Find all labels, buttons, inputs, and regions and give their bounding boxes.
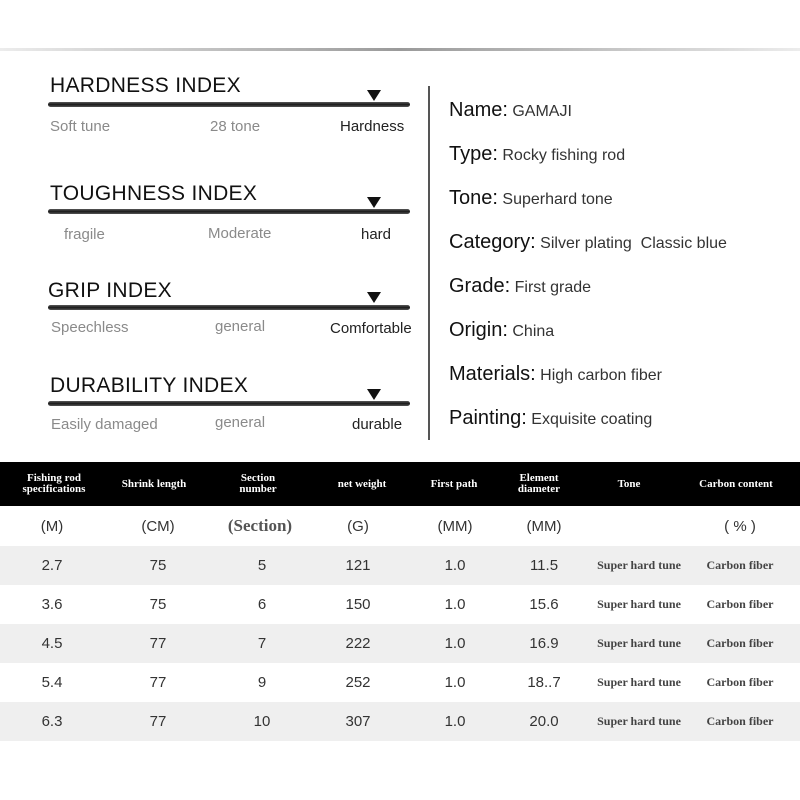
index-bar (48, 305, 410, 310)
index-label-mid: general (215, 414, 266, 431)
marker-icon (367, 389, 381, 400)
marker-icon (367, 292, 381, 303)
cell-sections: 9 (257, 674, 267, 691)
index-label-low: Soft tune (50, 118, 111, 135)
cell-length: 6.3 (41, 713, 63, 730)
cell-diameter: 16.9 (529, 635, 559, 652)
header-first-path: First path (430, 477, 478, 490)
cell-carbon: Carbon fiber (706, 714, 774, 728)
spec-type (449, 143, 625, 166)
top-divider (0, 48, 800, 51)
index-bar (48, 401, 410, 406)
spec-materials (449, 363, 662, 386)
spec-value: First grade (514, 279, 592, 296)
grip-index (48, 279, 410, 349)
index-label-low: Easily damaged (51, 416, 158, 433)
cell-first-path: 1.0 (444, 596, 466, 613)
spec-value: Superhard tone (502, 191, 613, 208)
spec-key: Grade: (449, 275, 511, 297)
index-title: HARDNESS INDEX (50, 74, 241, 97)
spec-key: Name: (449, 99, 508, 121)
index-label-mid: Moderate (208, 225, 272, 242)
cell-length: 5.4 (41, 674, 63, 691)
cell-weight: 252 (345, 674, 371, 691)
spec-value: Rocky fishing rod (502, 147, 626, 164)
index-label-mid: general (215, 318, 266, 335)
spec-value: Exquisite coating (531, 411, 653, 428)
cell-weight: 121 (345, 557, 371, 574)
cell-carbon: Carbon fiber (706, 636, 774, 650)
cell-shrink: 75 (149, 557, 167, 574)
cell-carbon: Carbon fiber (706, 597, 774, 611)
index-bar (48, 102, 410, 107)
spec-key: Type: (449, 143, 498, 165)
cell-tone: Super hard tune (597, 597, 681, 611)
index-title: GRIP INDEX (48, 279, 172, 302)
spec-grade (449, 275, 591, 298)
cell-weight: 307 (345, 713, 371, 730)
cell-tone: Super hard tune (597, 558, 681, 572)
unit-cell (590, 506, 690, 546)
cell-diameter: 11.5 (529, 557, 559, 574)
spec-value: High carbon fiber (540, 367, 662, 384)
spec-key: Origin: (449, 319, 508, 341)
index-label-high: Hardness (340, 118, 405, 135)
cell-diameter: 20.0 (529, 713, 559, 730)
table-row (0, 663, 800, 702)
spec-origin (449, 319, 554, 342)
spec-value: GAMAJI (512, 103, 572, 120)
marker-icon (367, 197, 381, 208)
header-section-number: Section number (239, 472, 277, 495)
index-label-mid: 28 tone (210, 118, 261, 135)
header-tone: Tone (617, 477, 641, 490)
cell-sections: 6 (257, 596, 267, 613)
unit-cell: (MM) (526, 517, 562, 535)
spec-value: China (512, 323, 555, 340)
durability-index (48, 374, 410, 444)
cell-weight: 222 (345, 635, 371, 652)
cell-shrink: 77 (149, 635, 167, 652)
table-row (0, 585, 800, 624)
unit-cell: (MM) (437, 517, 473, 535)
cell-tone: Super hard tune (597, 636, 681, 650)
header-rod-spec: Fishing rod specifications (22, 472, 86, 495)
unit-cell: (Section) (227, 516, 293, 535)
unit-cell: ( % ) (724, 517, 756, 535)
cell-sections: 5 (257, 557, 267, 574)
index-label-low: fragile (64, 226, 105, 243)
index-label-low: Speechless (51, 319, 129, 336)
header-shrink-length: Shrink length (121, 477, 187, 490)
table-row (0, 546, 800, 585)
cell-shrink: 77 (149, 713, 167, 730)
table-row (0, 624, 800, 663)
cell-tone: Super hard tune (597, 675, 681, 689)
spec-category (449, 231, 727, 254)
header-element-diameter: Element diameter (517, 472, 561, 495)
cell-length: 4.5 (41, 635, 63, 652)
cell-carbon: Carbon fiber (706, 558, 774, 572)
cell-first-path: 1.0 (444, 713, 466, 730)
spec-key: Category: (449, 231, 536, 253)
index-label-high: hard (361, 226, 392, 243)
cell-weight: 150 (345, 596, 371, 613)
cell-first-path: 1.0 (444, 674, 466, 691)
cell-length: 3.6 (41, 596, 63, 613)
table-row (0, 702, 800, 741)
spec-value: Silver plating Classic blue (540, 235, 727, 252)
cell-diameter: 15.6 (529, 596, 559, 613)
spec-tone (449, 187, 613, 210)
unit-cell: (CM) (141, 517, 175, 535)
cell-sections: 7 (257, 635, 267, 652)
cell-shrink: 75 (149, 596, 167, 613)
vertical-divider (428, 86, 430, 440)
spec-painting (449, 407, 652, 430)
cell-length: 2.7 (41, 557, 63, 574)
table-header (0, 462, 800, 506)
cell-sections: 10 (253, 713, 271, 730)
cell-carbon: Carbon fiber (706, 675, 774, 689)
index-label-high: durable (352, 416, 403, 433)
spec-key: Painting: (449, 407, 527, 429)
spec-key: Tone: (449, 187, 498, 209)
hardness-index (48, 74, 410, 144)
index-label-high: Comfortable (330, 320, 412, 337)
cell-diameter: 18..7 (527, 674, 561, 691)
index-title: DURABILITY INDEX (50, 374, 249, 397)
spec-name (449, 99, 572, 122)
index-bar (48, 209, 410, 214)
spec-key: Materials: (449, 363, 536, 385)
units-row (0, 506, 800, 546)
index-title: TOUGHNESS INDEX (50, 182, 258, 205)
cell-first-path: 1.0 (444, 635, 466, 652)
header-carbon-content: Carbon content (699, 477, 773, 490)
header-net-weight: net weight (337, 477, 387, 490)
cell-shrink: 77 (149, 674, 167, 691)
marker-icon (367, 90, 381, 101)
cell-first-path: 1.0 (444, 557, 466, 574)
cell-tone: Super hard tune (597, 714, 681, 728)
unit-cell: (G) (347, 517, 369, 535)
unit-cell: (M) (40, 517, 64, 535)
toughness-index (48, 182, 410, 252)
